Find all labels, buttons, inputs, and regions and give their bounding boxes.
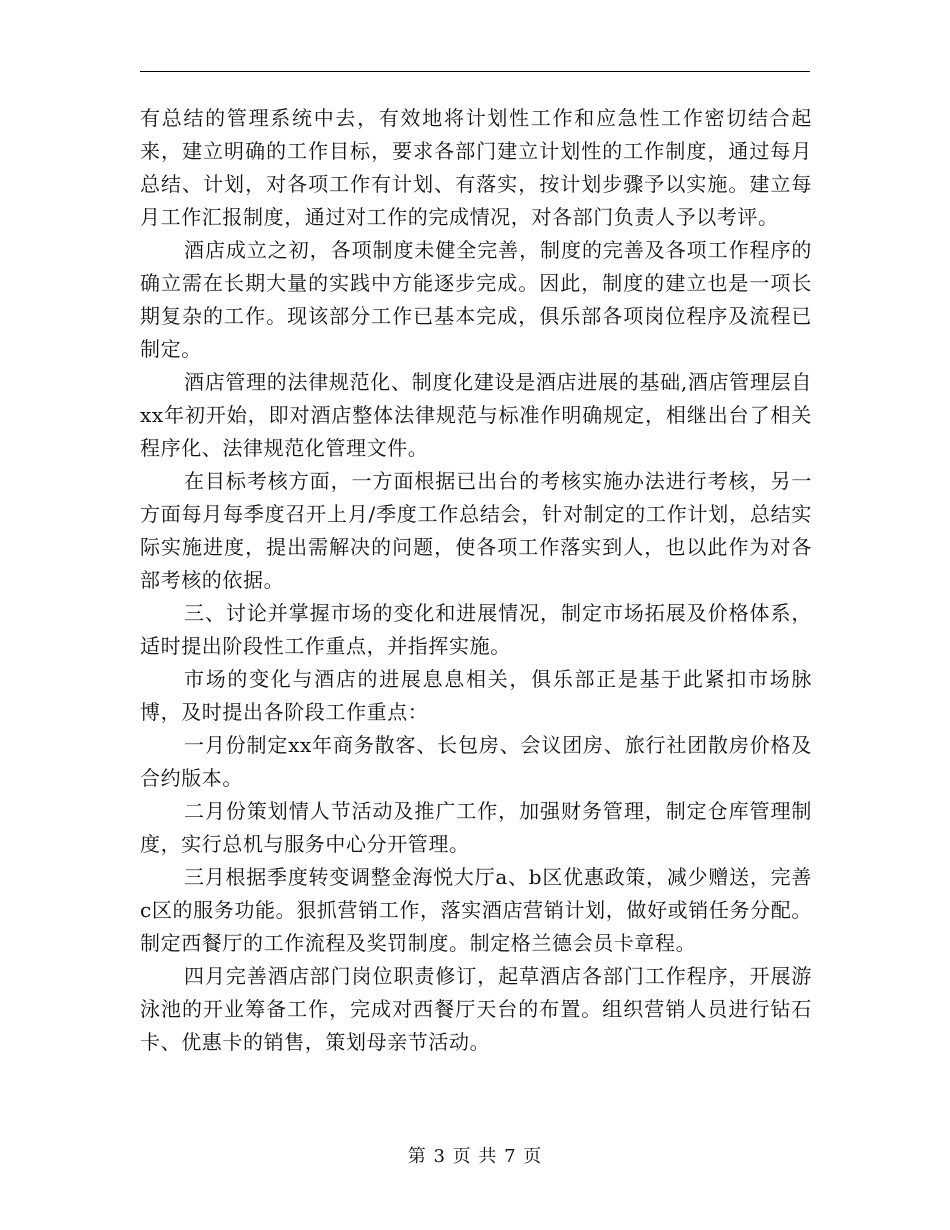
document-body [140,102,812,1059]
header-rule [140,71,810,72]
paragraph: 有总结的管理系统中去，有效地将计划性工作和应急性工作密切结合起来，建立明确的工作目标，要求各部门建立计划性的工作制度，通过每月总结、计划，对各项工作有计划、有落实，按计划步骤予以实施。建立每月工作汇报制度，通过对工作的完成情况，对各部门负责人予以考评。 [140,106,812,229]
paragraph: 三月根据季度转变调整金海悦大厅a、b区优惠政策，减少赠送，完善c区的服务功能。狠抓营销工作，落实酒店营销计划，做好或销任务分配。制定西餐厅的工作流程及奖罚制度。制定格兰德会员卡章程。 [140,865,812,955]
paragraph: 四月完善酒店部门岗位职责修订，起草酒店各部门工作程序，开展游泳池的开业筹备工作，完成对西餐厅天台的布置。组织营销人员进行钻石卡、优惠卡的销售，策划母亲节活动。 [140,964,812,1054]
paragraph: 酒店管理的法律规范化、制度化建设是酒店进展的基础,酒店管理层自xx年初开始，即对酒店整体法律规范与标准作明确规定，相继出台了相关程序化、法律规范化管理文件。 [140,370,812,460]
page-number-footer: 第 3 页 共 7 页 [407,1146,543,1167]
paragraph: 酒店成立之初，各项制度未健全完善，制度的完善及各项工作程序的确立需在长期大量的实践中方能逐步完成。因此，制度的建立也是一项长期复杂的工作。现该部分工作已基本完成，俱乐部各项岗位程序及流程已制定。 [140,238,812,361]
paragraph: 市场的变化与酒店的进展息息相关，俱乐部正是基于此紧扣市场脉博，及时提出各阶段工作重点： [140,667,812,724]
paragraph: 二月份策划情人节活动及推广工作，加强财务管理，制定仓库管理制度，实行总机与服务中心分开管理。 [140,799,812,856]
section-heading-paragraph: 三、讨论并掌握市场的变化和进展情况，制定市场拓展及价格体系，适时提出阶段性工作重点，并指挥实施。 [140,601,812,658]
paragraph: 在目标考核方面，一方面根据已出台的考核实施办法进行考核，另一方面每月每季度召开上月/季度工作总结会，针对制定的工作计划，总结实际实施进度，提出需解决的问题，使各项工作落实到人，也以此作为对各部考核的依据。 [140,469,812,592]
paragraph: 一月份制定xx年商务散客、长包房、会议团房、旅行社团散房价格及合约版本。 [140,733,812,790]
